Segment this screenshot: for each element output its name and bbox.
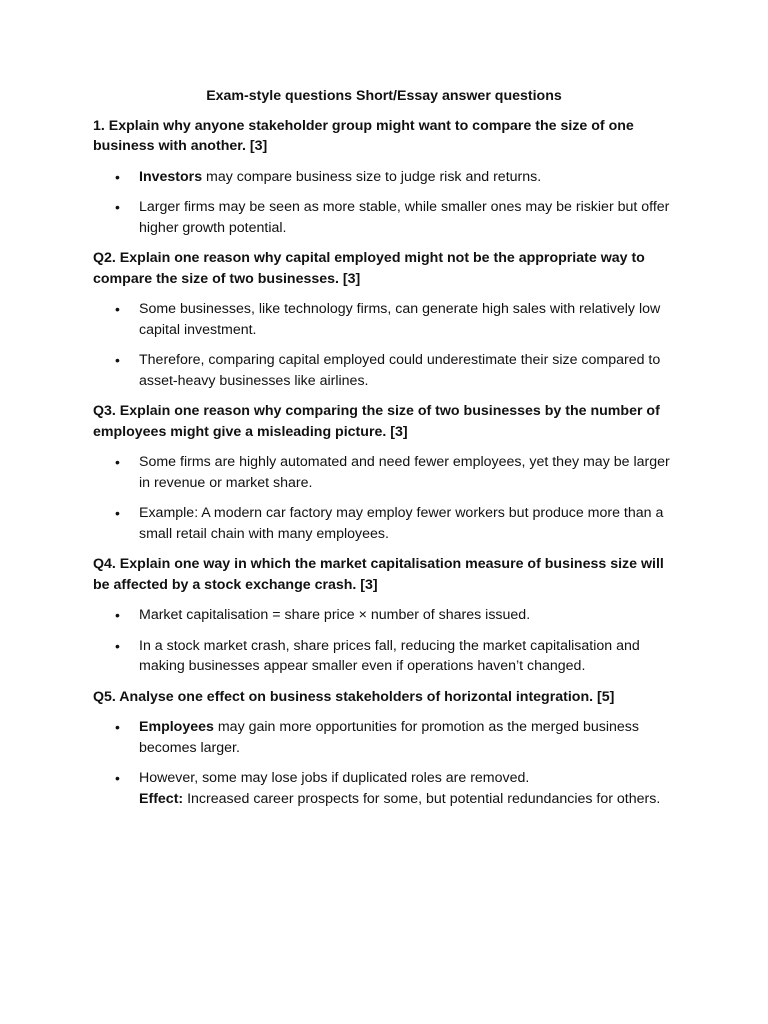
answer-bold: Employees — [139, 719, 214, 735]
bullet-icon: • — [115, 352, 120, 368]
list-item — [93, 503, 675, 544]
list-item — [93, 717, 675, 758]
bullet-icon: • — [115, 454, 120, 470]
bullet-icon: • — [115, 770, 120, 786]
answer-text: However, some may lose jobs if duplicated roles are removed. — [139, 770, 530, 786]
effect-line — [139, 789, 675, 810]
list-item — [93, 636, 675, 677]
answer-text: Market capitalisation = share price × number of shares issued. — [139, 607, 531, 623]
question-1: 1. Explain why anyone stakeholder group might want to compare the size of one business with another. [3] — [93, 117, 634, 154]
bullet-icon: • — [115, 168, 120, 185]
answer-text: Some businesses, like technology firms, can generate high sales with relatively low capital investment. — [139, 301, 661, 338]
answer-text: may gain more opportunities for promotion as the merged business becomes larger. — [139, 719, 639, 756]
answer-text: Example: A modern car factory may employ fewer workers but produce more than a small retail chain with many employees. — [139, 505, 664, 542]
bullet-icon: • — [115, 301, 120, 317]
list-item — [93, 605, 675, 626]
bullet-icon: • — [115, 199, 120, 215]
list-item — [93, 768, 675, 809]
effect-label: Effect: — [139, 790, 184, 807]
answer-text: Therefore, comparing capital employed could underestimate their size compared to asset-heavy businesses like airlines. — [139, 352, 661, 389]
bullet-icon: • — [115, 505, 120, 521]
list-item — [93, 350, 675, 391]
document-title: Exam-style questions Short/Essay answer questions — [206, 88, 562, 104]
question-4: Q4. Explain one way in which the market capitalisation measure of business size will be affected by a stock exchange crash. [3] — [93, 556, 664, 593]
answer-list-4 — [93, 605, 675, 677]
question-5: Q5. Analyse one effect on business stakeholders of horizontal integration. [5] — [93, 688, 615, 705]
answer-list-5 — [93, 717, 675, 809]
answer-text: Some firms are highly automated and need fewer employees, yet they may be larger in revenue or market share. — [139, 454, 670, 491]
bullet-icon: • — [115, 719, 120, 735]
effect-text: Increased career prospects for some, but potential redundancies for others. — [183, 790, 661, 807]
answer-text: In a stock market crash, share prices fall, reducing the market capitalisation and making businesses appear smaller even if operations haven’t changed. — [139, 637, 640, 674]
bullet-icon: • — [115, 637, 120, 654]
question-3: Q3. Explain one reason why comparing the size of two businesses by the number of employees might give a misleading picture. [3] — [93, 403, 660, 440]
list-item — [93, 197, 675, 238]
answer-text: Larger firms may be seen as more stable, while smaller ones may be riskier but offer higher growth potential. — [139, 199, 670, 236]
answer-text: may compare business size to judge risk and returns. — [202, 168, 542, 185]
list-item — [93, 452, 675, 493]
list-item — [93, 167, 675, 188]
list-item — [93, 299, 675, 340]
bullet-icon: • — [115, 607, 120, 623]
answer-list-1 — [93, 167, 675, 239]
answer-list-2 — [93, 299, 675, 391]
answer-bold: Investors — [139, 168, 203, 185]
answer-list-3 — [93, 452, 675, 544]
question-2: Q2. Explain one reason why capital employed might not be the appropriate way to compare the size of two businesses. [3] — [93, 250, 645, 287]
